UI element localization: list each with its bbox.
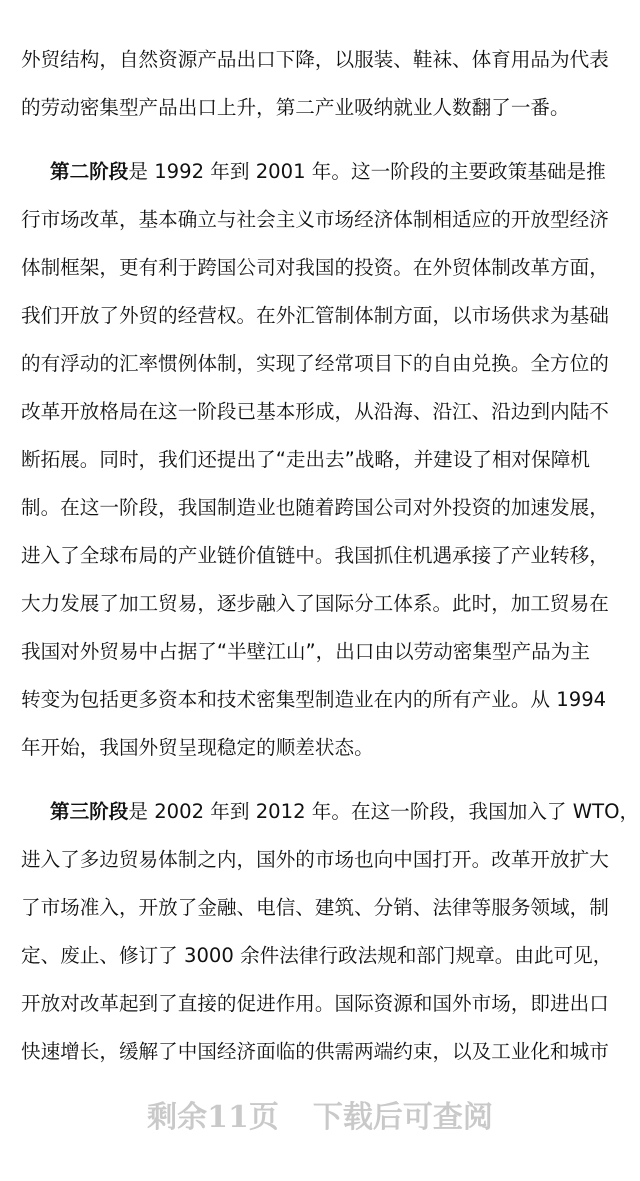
text-line: 进入了多边贸易体制之内，国外的市场也向中国打开。改革开放扩大: [21, 848, 609, 871]
text-line: 了市场准入，开放了金融、电信、建筑、分销、法律等服务领域，制: [21, 896, 609, 919]
remaining-pages-label: 剩余11页: [147, 1100, 279, 1135]
paragraph-first-line: [50, 800, 639, 824]
text-span: 是 1992 年到 2001 年。这一阶段的主要政策基础是推: [128, 160, 606, 183]
text-line: 大力发展了加工贸易，逐步融入了国际分工体系。此时，加工贸易在: [21, 592, 609, 615]
text-line: 快速增长，缓解了中国经济面临的供需两端约束，以及工业化和城市: [21, 1040, 609, 1063]
text-line: 断拓展。同时，我们还提出了“走出去”战略，并建设了相对保障机: [21, 448, 590, 471]
text-line: 改革开放格局在这一阶段已基本形成，从沿海、沿江、沿边到内陆不: [21, 400, 609, 423]
text-line: 行市场改革，基本确立与社会主义市场经济体制相适应的开放型经济: [21, 208, 609, 231]
text-line: 外贸结构，自然资源产品出口下降，以服装、鞋袜、体育用品为代表: [21, 48, 609, 71]
download-to-read-label: 下载后可查阅: [312, 1100, 493, 1135]
text-span: 是 2002 年到 2012 年。在这一阶段，我国加入了 WTO，: [128, 800, 640, 823]
text-line: 的有浮动的汇率惯例体制，实现了经常项目下的自由兑换。全方位的: [21, 352, 609, 375]
text-line: 的劳动密集型产品出口上升，第二产业吸纳就业人数翻了一番。: [21, 96, 570, 119]
paragraph-first-line: [50, 160, 606, 184]
text-line: 开放对改革起到了直接的促进作用。国际资源和国外市场，即进出口: [21, 992, 609, 1015]
text-line: 定、废止、修订了 3000 余件法律行政法规和部门规章。由此可见，: [21, 944, 613, 967]
section-heading: 第二阶段: [50, 160, 129, 183]
text-line: 我国对外贸易中占据了“半壁江山”，出口由以劳动密集型产品为主: [21, 640, 590, 663]
text-line: 转变为包括更多资本和技术密集型制造业在内的所有产业。从 1994: [21, 688, 607, 711]
text-line: 体制框架，更有利于跨国公司对我国的投资。在外贸体制改革方面，: [21, 256, 609, 279]
text-line: 制。在这一阶段，我国制造业也随着跨国公司对外投资的加速发展，: [21, 496, 609, 519]
remaining-pages-notice: [0, 1098, 640, 1138]
text-line: 我们开放了外贸的经营权。在外汇管制体制方面，以市场供求为基础: [21, 304, 609, 327]
text-line: 年开始，我国外贸呈现稳定的顺差状态。: [21, 736, 374, 759]
section-heading: 第三阶段: [50, 800, 129, 823]
text-line: 进入了全球布局的产业链价值链中。我国抓住机遇承接了产业转移，: [21, 544, 609, 567]
